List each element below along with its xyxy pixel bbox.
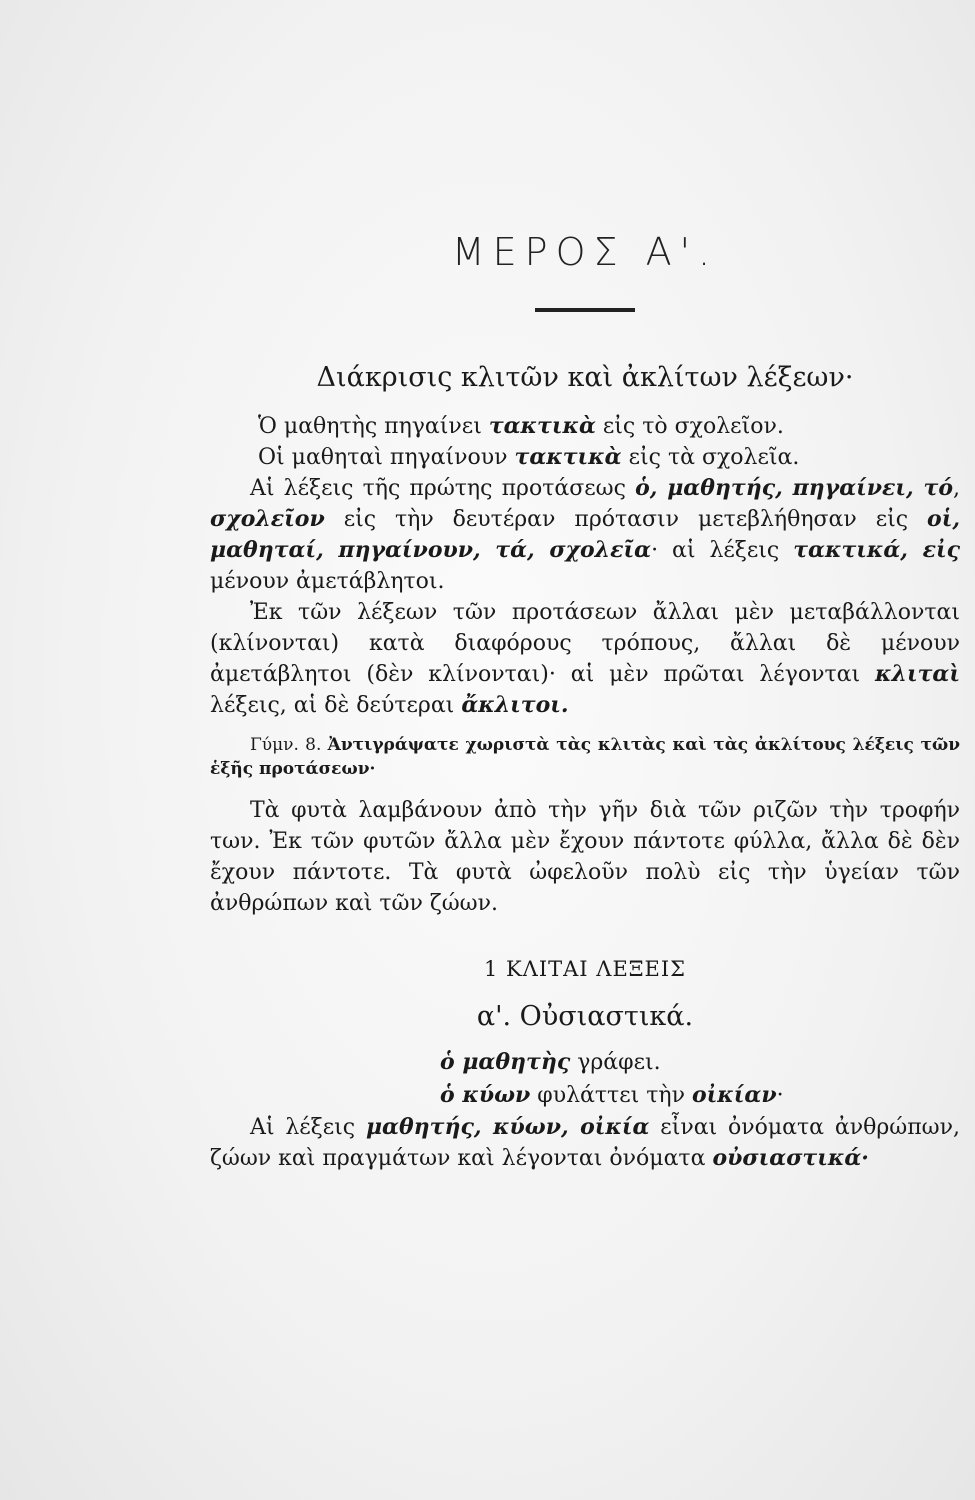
noun-example-1: ὁ μαθητὴς γράφει. <box>440 1049 661 1075</box>
paragraph-2: Ἐκ τῶν λέξεων τῶν προτάσεων ἄλλαι μὲν μεταβάλλονται (κλίνονται) κατὰ διαφόρους τρόπους, ἄλλαι δὲ μένουν ἀμετάβλητοι (δὲν κλίνονται)· αἱ μὲν πρῶται λέγονται κλιταὶ λέξεις, αἱ δὲ δεύτεραι ἄκλιτοι. <box>210 600 960 718</box>
part-title: ΜΕΡΟΣ Α'. <box>451 230 719 274</box>
paragraph-3: Αἱ λέξεις μαθητής, κύων, οἰκία εἶναι ὀνόματα ἀνθρώπων, ζώων καὶ πραγμάτων καὶ λέγονται ὀνόματα οὐσιαστικά· <box>210 1114 960 1171</box>
example-sentence-2: Οἱ μαθηταὶ πηγαίνουν τακτικὰ εἰς τὰ σχολεῖα. <box>258 444 800 470</box>
section-heading: Διάκρισις κλιτῶν καὶ ἀκλίτων λέξεων· <box>316 362 854 393</box>
exercise-passage: Τὰ φυτὰ λαμβάνουν ἀπὸ τὴν γῆν διὰ τῶν ριζῶν τὴν τροφήν των. Ἐκ τῶν φυτῶν ἄλλα μὲν ἔχουν πάντοτε φύλλα, ἄλλα δὲ δὲν ἔχουν πάντοτε. Τὰ φυτὰ ὠφελοῦν πολὺ εἰς τὴν ὑγείαν τῶν ἀνθρώπων καὶ τῶν ζώων. <box>210 798 960 916</box>
spacer <box>210 781 960 795</box>
example-sentence-1: Ὁ μαθητὴς πηγαίνει τακτικὰ εἰς τὸ σχολεῖον. <box>258 413 784 439</box>
exercise-instruction <box>210 733 960 781</box>
paragraph-1: Αἱ λέξεις τῆς πρώτης προτάσεως ὁ, μαθητής, πηγαίνει, τό, σχολεῖον εἰς τὴν δευτέραν πρότασιν μετεβλήθησαν εἰς οἱ, μαθηταί, πηγαίνουν, τά, σχολεῖα· αἱ λέξεις τακτικά, εἰς μένουν ἀμετάβλητοι. <box>210 475 961 594</box>
subheading: 1 ΚΛΙΤΑΙ ΛΕΞΕΙΣ <box>483 957 687 981</box>
title-rule <box>535 308 635 312</box>
page-content <box>210 230 960 1174</box>
subsubheading: α'. Οὐσιαστικά. <box>476 1001 694 1032</box>
noun-example-2: ὁ κύων φυλάττει τὴν οἰκίαν· <box>440 1082 784 1108</box>
exercise-text: Ἀντιγράψατε χωριστὰ τὰς κλιτὰς καὶ τὰς ἀκλίτους λέξεις τῶν ἑξῆς προτάσεων· <box>210 735 961 779</box>
exercise-label: Γύμν. 8. <box>250 735 322 755</box>
